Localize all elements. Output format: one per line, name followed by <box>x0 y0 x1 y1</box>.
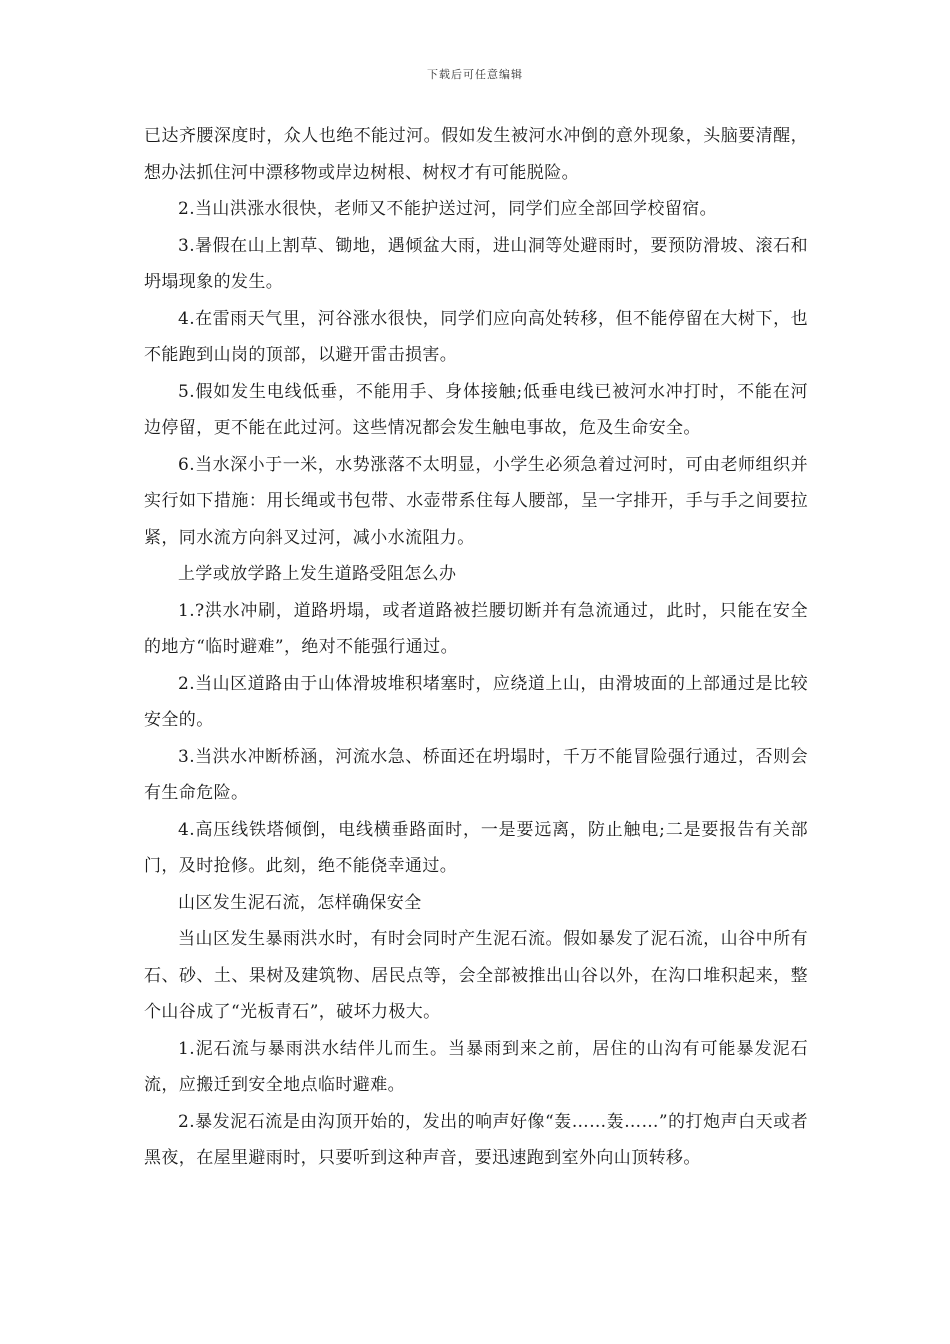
page-header: 下载后可任意编辑 <box>427 68 523 81</box>
document-body <box>144 118 808 1177</box>
paragraph: 2.当山洪涨水很快，老师又不能护送过河，同学们应全部回学校留宿。 <box>178 199 718 219</box>
section-heading: 上学或放学路上发生道路受阻怎么办 <box>178 564 457 584</box>
paragraph: 2.暴发泥石流是由沟顶开始的，发出的响声好像“轰……轰……”的打炮声白天或者黑夜，在屋里避雨时，只要听到这种声音，要迅速跑到室外向山顶转移。 <box>144 1111 808 1168</box>
paragraph: 4.在雷雨天气里，河谷涨水很快，同学们应向高处转移，但不能停留在大树下，也不能跑到山岗的顶部，以避开雷击损害。 <box>144 308 808 365</box>
paragraph: 2.当山区道路由于山体滑坡堆积堵塞时，应绕道上山，由滑坡面的上部通过是比较安全的。 <box>144 673 808 730</box>
paragraph: 5.假如发生电线低垂，不能用手、身体接触;低垂电线已被河水冲打时，不能在河边停留，更不能在此过河。这些情况都会发生触电事故，危及生命安全。 <box>144 381 808 438</box>
paragraph: 6.当水深小于一米，水势涨落不太明显，小学生必须急着过河时，可由老师组织并实行如下措施：用长绳或书包带、水壶带系住每人腰部，呈一字排开，手与手之间要拉紧，同水流方向斜叉过河，减小水流阻力。 <box>144 454 808 548</box>
paragraph: 已达齐腰深度时，众人也绝不能过河。假如发生被河水冲倒的意外现象，头脑要清醒，想办法抓住河中漂移物或岸边树根、树杈才有可能脱险。 <box>144 126 808 183</box>
paragraph: 1.?洪水冲刷，道路坍塌，或者道路被拦腰切断并有急流通过，此时，只能在安全的地方“临时避难”，绝对不能强行通过。 <box>144 600 808 657</box>
paragraph: 当山区发生暴雨洪水时，有时会同时产生泥石流。假如暴发了泥石流，山谷中所有石、砂、土、果树及建筑物、居民点等，会全部被推出山谷以外，在沟口堆积起来，整个山谷成了“光板青石”，破坏力极大。 <box>144 929 808 1022</box>
section-heading: 山区发生泥石流，怎样确保安全 <box>178 892 422 913</box>
paragraph: 3.当洪水冲断桥涵，河流水急、桥面还在坍塌时，千万不能冒险强行通过，否则会有生命危险。 <box>144 746 808 803</box>
paragraph: 1.泥石流与暴雨洪水结伴儿而生。当暴雨到来之前，居住的山沟有可能暴发泥石流，应搬迁到安全地点临时避难。 <box>144 1038 808 1095</box>
paragraph: 3.暑假在山上割草、锄地，遇倾盆大雨，进山洞等处避雨时，要预防滑坡、滚石和坍塌现象的发生。 <box>144 235 808 292</box>
paragraph: 4.高压线铁塔倾倒，电线横垂路面时，一是要远离，防止触电;二是要报告有关部门，及时抢修。此刻，绝不能侥幸通过。 <box>144 819 808 876</box>
